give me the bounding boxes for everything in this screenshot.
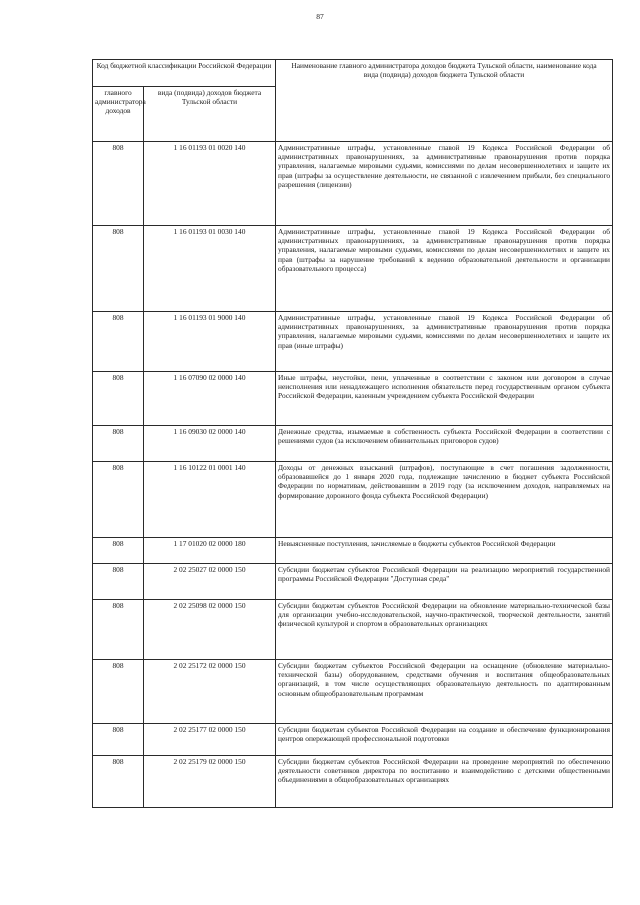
admin-code-cell: 808 bbox=[93, 600, 144, 660]
admin-code-cell: 808 bbox=[93, 564, 144, 600]
admin-code-cell: 808 bbox=[93, 724, 144, 756]
income-code-cell: 1 16 09030 02 0000 140 bbox=[144, 426, 276, 462]
header-income-code: вида (подвида) доходов бюджета Тульской области bbox=[144, 87, 276, 142]
income-name-cell: Иные штрафы, неустойки, пени, уплаченные в соответствии с законом или договором в случае неисполнения или ненадлежащего исполнения обязательств перед государственным органом субъекта Российской Федерации, казенным учреждением субъекта Российской Федерации bbox=[276, 372, 613, 426]
income-name-cell: Денежные средства, изымаемые в собственность субъекта Российской Федерации в соответствии с решениями судов (за исключением обвинительных приговоров судов) bbox=[276, 426, 613, 462]
income-codes-table bbox=[92, 59, 613, 808]
table-row bbox=[93, 462, 613, 538]
income-code-cell: 2 02 25098 02 0000 150 bbox=[144, 600, 276, 660]
table-row bbox=[93, 756, 613, 808]
header-admin-name: Наименование главного администратора доходов бюджета Тульской области, наименование кода вида (подвида) доходов бюджета Тульской области bbox=[276, 60, 613, 142]
header-admin-code: главного администратора доходов bbox=[93, 87, 144, 142]
admin-code-cell: 808 bbox=[93, 660, 144, 724]
income-name-cell: Административные штрафы, установленные главой 19 Кодекса Российской Федерации об административных правонарушениях, за административные правонарушения против порядка управления, налагаемые мировыми судьями, комиссиями по делам несовершеннолетних и защите их прав (штрафы за осуществление деятельности, не связанной с извлечением прибыли, без специального разрешения (лицензии) bbox=[276, 142, 613, 226]
page-number: 87 bbox=[316, 12, 324, 21]
table-row bbox=[93, 226, 613, 312]
income-code-cell: 1 16 01193 01 0030 140 bbox=[144, 226, 276, 312]
table-row bbox=[93, 312, 613, 372]
income-code-cell: 2 02 25179 02 0000 150 bbox=[144, 756, 276, 808]
table-row bbox=[93, 142, 613, 226]
income-code-cell: 2 02 25177 02 0000 150 bbox=[144, 724, 276, 756]
table-row bbox=[93, 426, 613, 462]
income-code-cell: 1 16 07090 02 0000 140 bbox=[144, 372, 276, 426]
income-name-cell: Субсидии бюджетам субъектов Российской Федерации на оснащение (обновление материально-технической базы) оборудованием, средствами обучения и воспитания общеобразовательных организаций, в том числе осуществляющих образовательную деятельность по адаптированным основным общеобразовательным программам bbox=[276, 660, 613, 724]
income-name-cell: Невыясненные поступления, зачисляемые в бюджеты субъектов Российской Федерации bbox=[276, 538, 613, 564]
table-row bbox=[93, 600, 613, 660]
income-code-cell: 1 16 01193 01 0020 140 bbox=[144, 142, 276, 226]
income-code-cell: 1 16 10122 01 0001 140 bbox=[144, 462, 276, 538]
table-row bbox=[93, 724, 613, 756]
admin-code-cell: 808 bbox=[93, 462, 144, 538]
table-row bbox=[93, 538, 613, 564]
income-name-cell: Административные штрафы, установленные главой 19 Кодекса Российской Федерации об административных правонарушениях, за административные правонарушения против порядка управления, налагаемые мировыми судьями, комиссиями по делам несовершеннолетних и защите их прав (иные штрафы) bbox=[276, 312, 613, 372]
income-name-cell: Субсидии бюджетам субъектов Российской Федерации на проведение мероприятий по обеспечению деятельности советников директора по воспитанию и взаимодействию с детскими общественными объединениями в общеобразовательных организациях bbox=[276, 756, 613, 808]
table-header-row bbox=[93, 60, 613, 87]
income-code-cell: 1 16 01193 01 9000 140 bbox=[144, 312, 276, 372]
income-name-cell: Субсидии бюджетам субъектов Российской Федерации на создание и обеспечение функционирования центров опережающей профессиональной подготовки bbox=[276, 724, 613, 756]
admin-code-cell: 808 bbox=[93, 142, 144, 226]
income-name-cell: Субсидии бюджетам субъектов Российской Федерации на обновление материально-технической базы для организации учебно-исследовательской, научно-практической, творческой деятельности, занятий физической культурой и спортом в образовательных организациях bbox=[276, 600, 613, 660]
admin-code-cell: 808 bbox=[93, 756, 144, 808]
income-name-cell: Административные штрафы, установленные главой 19 Кодекса Российской Федерации об административных правонарушениях, за административные правонарушения против порядка управления, налагаемые мировыми судьями, комиссиями по делам несовершеннолетних и защите их прав (штрафы за нарушение требований к ведению образовательной деятельности и организации образовательного процесса) bbox=[276, 226, 613, 312]
admin-code-cell: 808 bbox=[93, 312, 144, 372]
income-code-cell: 2 02 25172 02 0000 150 bbox=[144, 660, 276, 724]
income-code-cell: 2 02 25027 02 0000 150 bbox=[144, 564, 276, 600]
admin-code-cell: 808 bbox=[93, 226, 144, 312]
admin-code-cell: 808 bbox=[93, 426, 144, 462]
table-row bbox=[93, 660, 613, 724]
table-row bbox=[93, 564, 613, 600]
income-code-cell: 1 17 01020 02 0000 180 bbox=[144, 538, 276, 564]
admin-code-cell: 808 bbox=[93, 538, 144, 564]
table-row bbox=[93, 372, 613, 426]
header-classification-code: Код бюджетной классификации Российской Федерации bbox=[93, 60, 276, 87]
admin-code-cell: 808 bbox=[93, 372, 144, 426]
income-name-cell: Доходы от денежных взысканий (штрафов), поступающие в счет погашения задолженности, образовавшейся до 1 января 2020 года, подлежащие зачислению в бюджет субъекта Российской Федерации по нормативам, действовавшим в 2019 году (за исключением доходов, направляемых на формирование дорожного фонда субъекта Российской Федерации) bbox=[276, 462, 613, 538]
income-name-cell: Субсидии бюджетам субъектов Российской Федерации на реализацию мероприятий государственной программы Российской Федерации "Доступная среда" bbox=[276, 564, 613, 600]
